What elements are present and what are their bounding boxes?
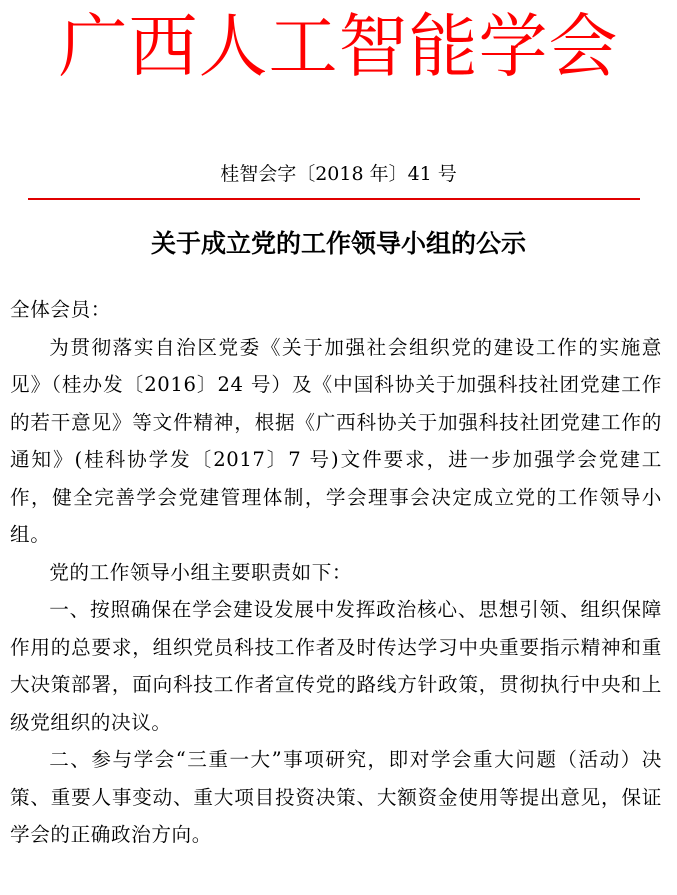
document-body	[10, 291, 662, 854]
letterhead-red-divider	[28, 198, 640, 200]
salutation: 全体会员：	[10, 298, 111, 321]
letterhead-organization-name: 广西人工智能学会	[58, 7, 619, 87]
body-paragraph-duties-heading: 党的工作领导小组主要职责如下：	[49, 560, 353, 584]
body-paragraph-duty-two: 二、参与学会“三重一大”事项研究，即对学会重大问题（活动）决策、重要人事变动、重大项目投资决策、大额资金使用等提出意见，保证学会的正确政治方向。	[10, 748, 662, 846]
body-paragraph-duty-one: 一、按照确保在学会建设发展中发挥政治核心、思想引领、组织保障作用的总要求，组织党员科技工作者及时传达学习中央重要指示精神和重大决策部署，面向科技工作者宣传党的路线方针政策，贯彻执行中央和上级党组织的决议。	[10, 598, 662, 734]
body-paragraph-intro: 为贯彻落实自治区党委《关于加强社会组织党的建设工作的实施意见》（桂办发〔2016〕24 号）及《中国科协关于加强科技社团党建工作的若干意见》等文件精神，根据《广西科协关于加强科技社团党建工作的通知》(桂科协学发〔2017〕7 号)文件要求，进一步加强学会党建工作，健全完善学会党建管理体制，学会理事会决定成立党的工作领导小组。	[10, 335, 662, 546]
document-number: 桂智会字〔2018 年〕41 号	[220, 163, 457, 185]
document-title: 关于成立党的工作领导小组的公示	[150, 229, 526, 258]
